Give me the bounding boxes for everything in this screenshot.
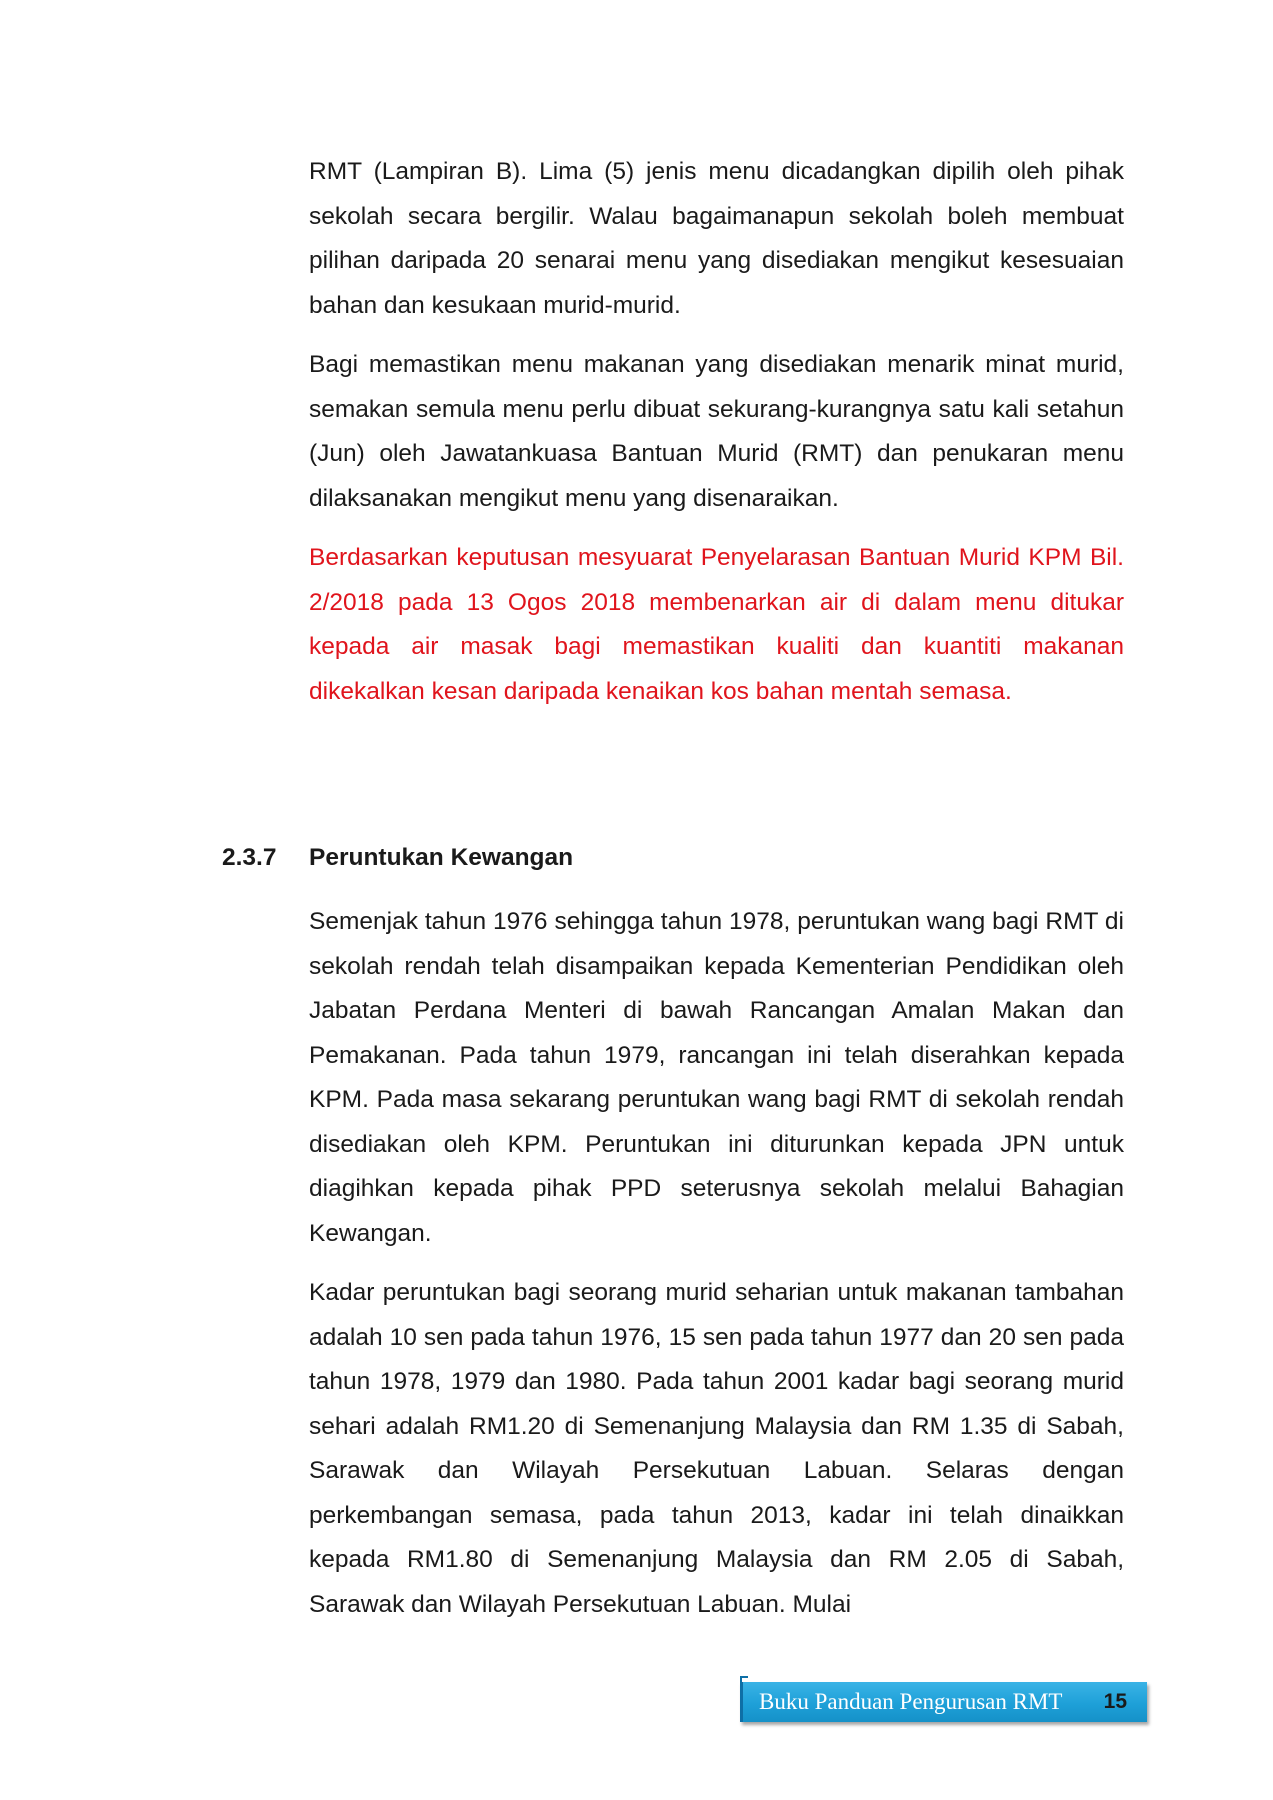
- paragraph-meeting-decision: Berdasarkan keputusan mesyuarat Penyelarasan Bantuan Murid KPM Bil. 2/2018 pada 13 Ogos 2018 membenarkan air di dalam menu ditukar kepada air masak bagi memastikan kualiti dan kuantiti makanan dikekalkan kesan daripada kenaikan kos bahan mentah semasa.: [309, 544, 1124, 705]
- body-text-top: [309, 150, 1124, 729]
- paragraph-menu-review: Bagi memastikan menu makanan yang disediakan menarik minat murid, semakan semula menu perlu dibuat sekurang-kurangnya satu kali setahun (Jun) oleh Jawatankuasa Bantuan Murid (RMT) dan penukaran menu dilaksanakan mengikut menu yang disenaraikan.: [309, 351, 1124, 512]
- paragraph-funding-rates: Kadar peruntukan bagi seorang murid seharian untuk makanan tambahan adalah 10 sen pada tahun 1976, 15 sen pada tahun 1977 dan 20 sen pada tahun 1978, 1979 dan 1980. Pada tahun 2001 kadar bagi seorang murid sehari adalah RM1.20 di Semenanjung Malaysia dan RM 1.35 di Sabah, Sarawak dan Wilayah Persekutuan Labuan. Selaras dengan perkembangan semasa, pada tahun 2013, kadar ini telah dinaikkan kepada RM1.80 di Semenanjung Malaysia dan RM 2.05 di Sabah, Sarawak dan Wilayah Persekutuan Labuan. Mulai: [309, 1279, 1124, 1618]
- body-text-section: [309, 900, 1124, 1642]
- page-number: 15: [1103, 1690, 1127, 1713]
- footer-book-title: Buku Panduan Pengurusan RMT: [759, 1689, 1063, 1714]
- section-heading: [222, 841, 573, 875]
- paragraph-menu-selection: RMT (Lampiran B). Lima (5) jenis menu dicadangkan dipilih oleh pihak sekolah secara bergilir. Walau bagaimanapun sekolah boleh membuat pilihan daripada 20 senarai menu yang disediakan mengikut kesesuaian bahan dan kesukaan murid-murid.: [309, 158, 1124, 319]
- section-title: Peruntukan Kewangan: [309, 844, 574, 871]
- footer-band: [740, 1682, 1147, 1722]
- paragraph-funding-history: Semenjak tahun 1976 sehingga tahun 1978, peruntukan wang bagi RMT di sekolah rendah telah disampaikan kepada Kementerian Pendidikan oleh Jabatan Perdana Menteri di bawah Rancangan Amalan Makan dan Pemakanan. Pada tahun 1979, rancangan ini telah diserahkan kepada KPM. Pada masa sekarang peruntukan wang bagi RMT di sekolah rendah disediakan oleh KPM. Peruntukan ini diturunkan kepada JPN untuk diagihkan kepada pihak PPD seterusnya sekolah melalui Bahagian Kewangan.: [309, 908, 1124, 1247]
- section-number: 2.3.7: [222, 844, 277, 871]
